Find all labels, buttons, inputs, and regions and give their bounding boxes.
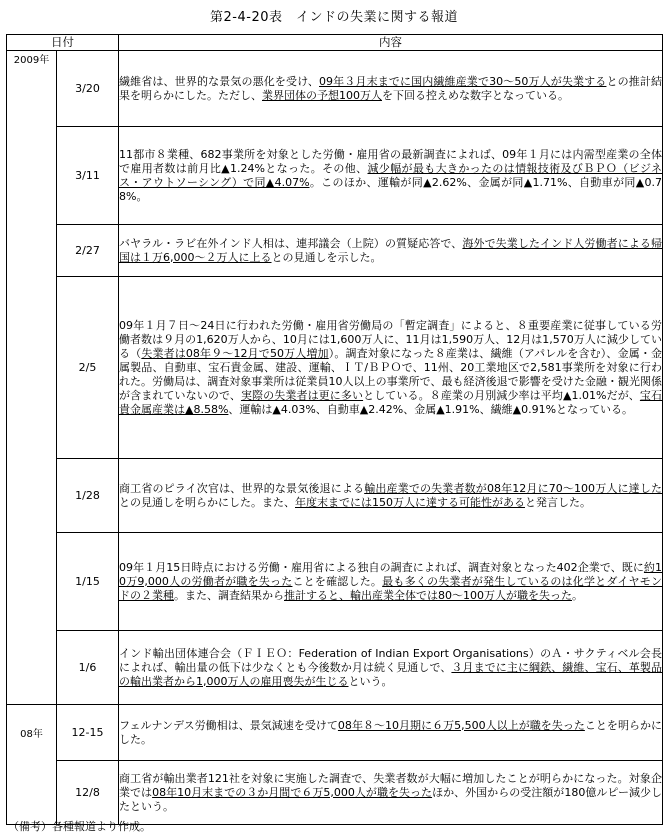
content-text: 、運輸は▲4.03%、自動車▲2.42%、金属▲1.91%、繊維▲0.91%となっている。 [228,402,634,416]
content-text: 商工省が輸出業者121社を対象に実施した調査で、失業者数が大幅に増加したことが明らかになった。対象企業では [119,771,662,799]
source-note: （備考）各種報道より作成。 [8,820,151,833]
content-text: としている。８産業の月別減少率は平均▲1.01%だが、 [363,388,640,402]
content-cell [119,631,663,705]
underlined-text: 年度末までには150万人に達する可能性がある [295,495,525,509]
table-row [7,631,663,705]
underlined-text: 08年８～10月期に６万5,500人以上が職を失った [337,718,585,732]
table-row [7,705,663,761]
content-cell [119,127,663,225]
underlined-text: 輸出産業での失業者数が08年12月に70～100万人に達した [364,481,662,495]
date-cell: 1/28 [57,459,119,533]
content-cell [119,51,663,127]
content-text: と発言した。 [525,495,591,509]
date-cell: 2/5 [57,277,119,459]
underlined-text: 宝石貴金属産業は▲8.58% [119,388,663,416]
table-row [7,277,663,459]
content-text: バヤラル・ラビ在外インド人相は、連邦議会（上院）の質疑応答で、 [119,236,463,250]
header-row [7,35,663,51]
content-text: 。また、調査結果から [174,588,284,602]
table-row [7,459,663,533]
content-cell [119,761,663,825]
news-table [6,34,663,825]
content-text: フェルナンデス労働相は、景気減速を受けて [119,718,338,732]
underlined-text: 推計すると、輸出産業全体では80～100万人が職を失った [284,588,572,602]
date-header: 日付 [7,35,119,51]
content-cell [119,705,663,761]
content-header: 内容 [119,35,663,51]
date-cell: 12-15 [57,705,119,761]
content-text: ）。調査対象になった８産業は、繊維（アパレルを含む）、金属・金属製品、自動車、宝石貴金属、建設、運輸、ＩＴ/ＢＰＯで、11州、20工業地区で2,581事業所を対象に行われた。労働局は、調査対象事業所は従業員10人以上の事業所で、最も経済後退で影響を受けた金融・観光関係が含まれていないので、 [119,346,663,402]
content-text: との推計結果を明らかにした。ただし、 [119,74,663,102]
table-row [7,225,663,277]
underlined-text: 08年10月末までの３か月間で６万5,000人が職を失った [152,785,433,799]
year-cell: 2009年 [7,51,57,705]
underlined-text: 09年３月末までに国内繊維産業で30～50万人が失業する [319,74,607,88]
year-cell: 08年 [7,705,57,825]
table-row [7,51,663,127]
date-cell: 1/6 [57,631,119,705]
content-text: 09年１月７日～24日に行われた労働・雇用省労働局の「暫定調査」によると、８重要産業に従事している労働者数は９月の1,620万人から、10月には1,600万人に、11月は1,590万人、12月は1,570万人に減少している（ [119,318,662,360]
underlined-text: 失業者は08年９～12月で50万人増加 [141,346,329,360]
underlined-text: ３月までに主に綱鉄、繊維、宝石、革製品の輸出業者から1,000万人の雇用喪失が生じる [119,660,663,688]
content-text: ことを明らかにした。 [119,718,663,746]
underlined-text: 最も多くの失業者が発生しているのは化学とダイヤモンドの２業種 [119,574,663,602]
table-title: 第2-4-20表 インドの失業に関する報道 [210,10,458,25]
underlined-text: 実際の失業者は更に多い [240,388,364,402]
table-row [7,533,663,631]
content-cell [119,533,663,631]
content-cell [119,225,663,277]
content-cell [119,277,663,459]
content-text: 09年１月15日時点における労働・雇用省による独自の調査によれば、調査対象となった402企業で、既に [119,560,644,574]
underlined-text: 約10万9,000人の労働者が職を失った [119,560,662,588]
underlined-text: 海外で失業したインド人労働者による帰国は１万6,000～２万人に上る [119,236,662,264]
underlined-text: 減少幅が最も大きかったのは情報技術及びＢＰＯ（ビジネス・アウトソーシング）で同▲4.07% [119,161,662,189]
date-cell: 2/27 [57,225,119,277]
date-cell: 1/15 [57,533,119,631]
underlined-text: 業界団体の予想100万人 [262,88,382,102]
table-row [7,127,663,225]
content-text: という。 [348,674,393,688]
content-text: インド輸出団体連合会（ＦＩＥＯ：Federation of Indian Export Organisations）のＡ・サクティベル会長によれば、輸出量の低下は少なくとも今後数か月は続く見通しで、 [119,646,662,674]
content-text: ほか、外国からの受注額が180億ルピー減少したという。 [119,785,663,813]
content-text: ことを確認した。 [292,574,383,588]
table-row [7,761,663,825]
content-text: との見通しを明らかにした。また、 [119,495,295,509]
content-text: を下回る控えめな数字となっている。 [382,88,569,102]
date-cell: 3/11 [57,127,119,225]
content-text: との見通しを示した。 [271,250,382,264]
content-text: 11都市８業種、682事業所を対象とした労働・雇用省の最新調査によれば、09年１月には内需型産業の全体で雇用者数は前月比▲1.24%となった。その他、 [119,147,662,175]
content-text: 商工省のピライ次官は、世界的な景気後退による [119,481,365,495]
date-cell: 12/8 [57,761,119,825]
content-cell [119,459,663,533]
content-text: 。このほか、運輸が同▲2.62%、金属が同▲1.71%、自動車が同▲0.78%。 [119,175,662,203]
date-cell: 3/20 [57,51,119,127]
content-text: 繊維省は、世界的な景気の悪化を受け、 [119,74,320,88]
content-text: 。 [572,588,583,602]
table-body [7,51,663,825]
